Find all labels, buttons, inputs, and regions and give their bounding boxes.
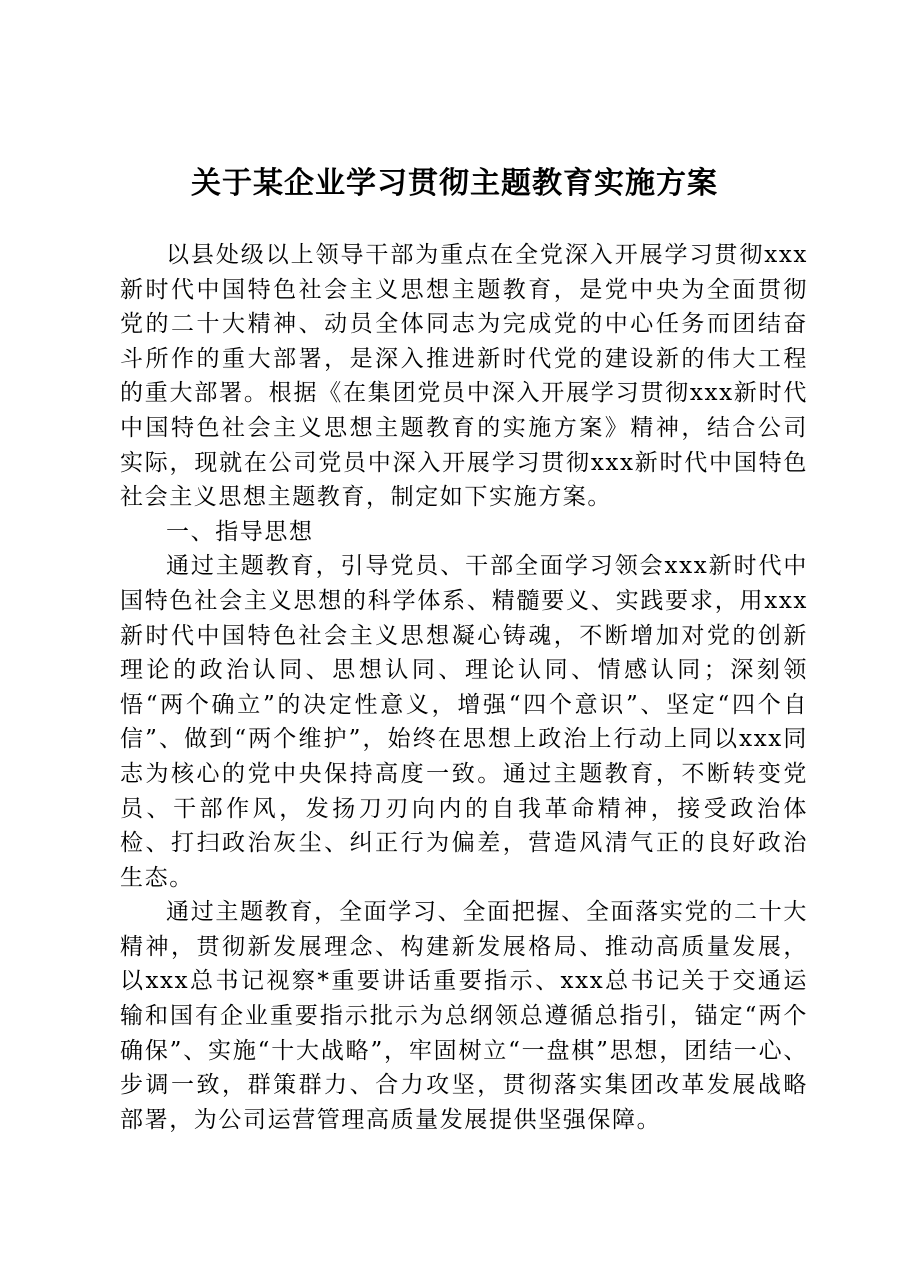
document-body (120, 238, 808, 1137)
guiding-ideology-paragraph-1: 通过主题教育，引导党员、干部全面学习领会xxx新时代中国特色社会主义思想的科学体系、精髓要义、实践要求，用xxx新时代中国特色社会主义思想凝心铸魂，不断增加对党的创新理论的政治认同、思想认同、理论认同、情感认同；深刻领悟“两个确立”的决定性意义，增强“四个意识”、坚定“四个自信”、做到“两个维护”，始终在思想上政治上行动上同以xxx同志为核心的党中央保持高度一致。通过主题教育，不断转变党员、干部作风，发扬刀刃向内的自我革命精神，接受政治体检、打扫政治灰尘、纠正行为偏差，营造风清气正的良好政治生态。 (120, 553, 808, 891)
section-heading-guiding-ideology: 一、指导思想 (166, 518, 314, 545)
guiding-ideology-paragraph-2: 通过主题教育，全面学习、全面把握、全面落实党的二十大精神，贯彻新发展理念、构建新发展格局、推动高质量发展，以xxx总书记视察*重要讲话重要指示、xxx总书记关于交通运输和国有企业重要指示批示为总纲领总遵循总指引，锚定“两个确保”、实施“十大战略”，牢固树立“一盘棋”思想，团结一心、步调一致，群策群力、合力攻坚，贯彻落实集团改革发展战略部署，为公司运营管理高质量发展提供坚强保障。 (120, 899, 808, 1133)
intro-paragraph: 以县处级以上领导干部为重点在全党深入开展学习贯彻xxx新时代中国特色社会主义思想主题教育，是党中央为全面贯彻党的二十大精神、动员全体同志为完成党的中心任务而团结奋斗所作的重大部署，是深入推进新时代党的建设新的伟大工程的重大部署。根据《在集团党员中深入开展学习贯彻xxx新时代中国特色社会主义思想主题教育的实施方案》精神，结合公司实际，现就在公司党员中深入开展学习贯彻xxx新时代中国特色社会主义思想主题教育，制定如下实施方案。 (120, 242, 808, 511)
document-title: 关于某企业学习贯彻主题教育实施方案 (191, 166, 718, 201)
